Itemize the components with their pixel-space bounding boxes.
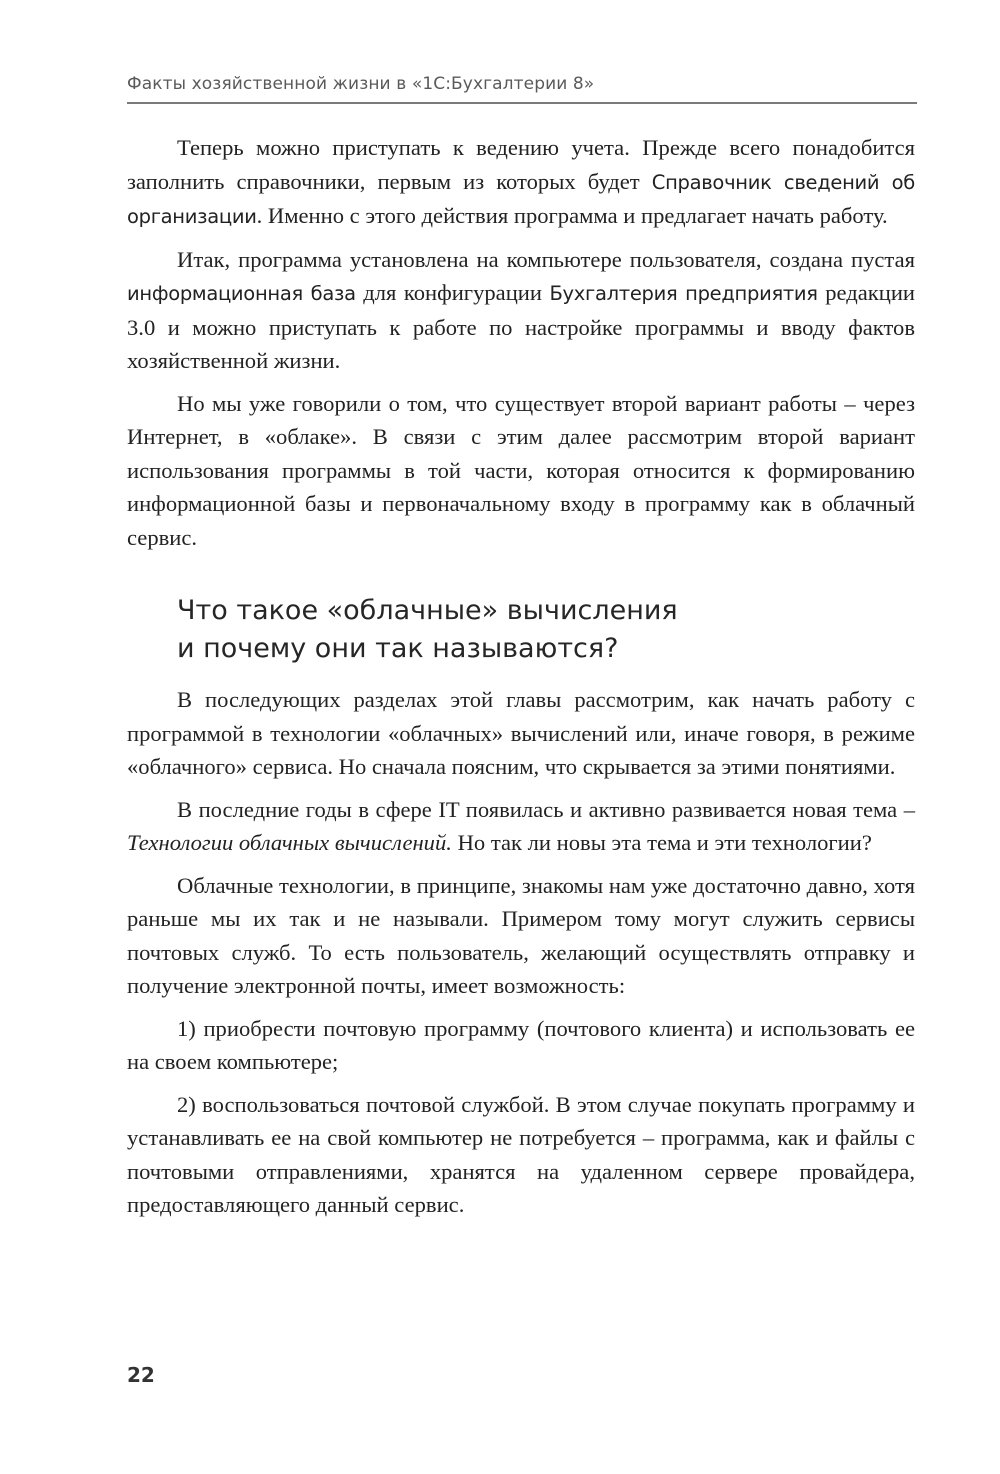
section-heading — [177, 592, 877, 668]
section-text-block — [127, 683, 915, 1231]
intro-paragraph-2 — [127, 243, 915, 378]
intro-p2-text-c: редакции 3.0 и можно приступать к работе по настройке программы и вводу фактов хозяйственной жизни. — [127, 280, 916, 373]
section-paragraph-3: Облачные технологии, в принципе, знакомы нам уже достаточно давно, хотя раньше мы их так и не называли. Примером тому могут служить сервисы почтовых служб. То есть пользователь, желающий осуществлять отправку и получение электронной почты, имеет возможность: — [127, 872, 915, 998]
section-heading-line-1: Что такое «облачные» вычисления — [177, 595, 678, 626]
list-item-2: 2) воспользоваться почтовой службой. В этом случае покупать программу и устанавливать ее на свой компьютер не потребуется – программа, как и файлы с почтовыми отправлениями, хранятся на удаленном сервере провайдера, предоставляющего данный сервис. — [127, 1091, 915, 1217]
intro-p1-text-b: . Именно с этого действия программа и предлагает начать работу. — [256, 203, 888, 228]
section-heading-line-2: и почему они так называются? — [177, 633, 619, 664]
header-divider — [127, 102, 917, 104]
intro-p2-text-b: для конфигурации — [355, 280, 550, 305]
intro-p1-term: Справочник сведений об организации — [127, 170, 915, 228]
running-header-title: Факты хозяйственной жизни в «1С:Бухгалтерии 8» — [127, 74, 595, 94]
intro-text-block — [127, 131, 915, 563]
list-item-1: 1) приобрести почтовую программу (почтового клиента) и использовать ее на своем компьютере; — [127, 1015, 915, 1074]
section-paragraph-2 — [127, 793, 915, 860]
intro-paragraph-1 — [127, 131, 915, 234]
section-p2-text-a: В последние годы в сфере IT появилась и активно развивается новая тема – — [177, 796, 915, 822]
section-p2-text-b: Но так ли новы эта тема и эти технологии? — [451, 830, 872, 855]
intro-p2-term-2: Бухгалтерия предприятия — [549, 282, 818, 305]
intro-paragraph-3: Но мы уже говорили о том, что существует второй вариант работы – через Интернет, в «облаке». В связи с этим далее рассмотрим второй вариант использования программы в той части, которая относится к формированию информационной базы и первоначальному входу в программу как в облачный сервис. — [127, 390, 915, 550]
intro-p2-text-a: Итак, программа установлена на компьютере пользователя, создана пустая — [177, 246, 915, 272]
intro-p1-text-a: Теперь можно приступать к ведению учета. Прежде всего понадобится заполнить справочники, первым из которых будет — [127, 135, 915, 194]
section-paragraph-1: В последующих разделах этой главы рассмотрим, как начать работу с программой в технологии «облачных» вычислений или, иначе говоря, в режиме «облачного» сервиса. Но сначала поясним, что скрывается за этими понятиями. — [127, 687, 915, 779]
intro-p2-term-1: информационная база — [127, 282, 356, 305]
page-number: 22 — [127, 1363, 155, 1387]
section-p2-emphasis: Технологии облачных вычислений. — [127, 830, 452, 855]
